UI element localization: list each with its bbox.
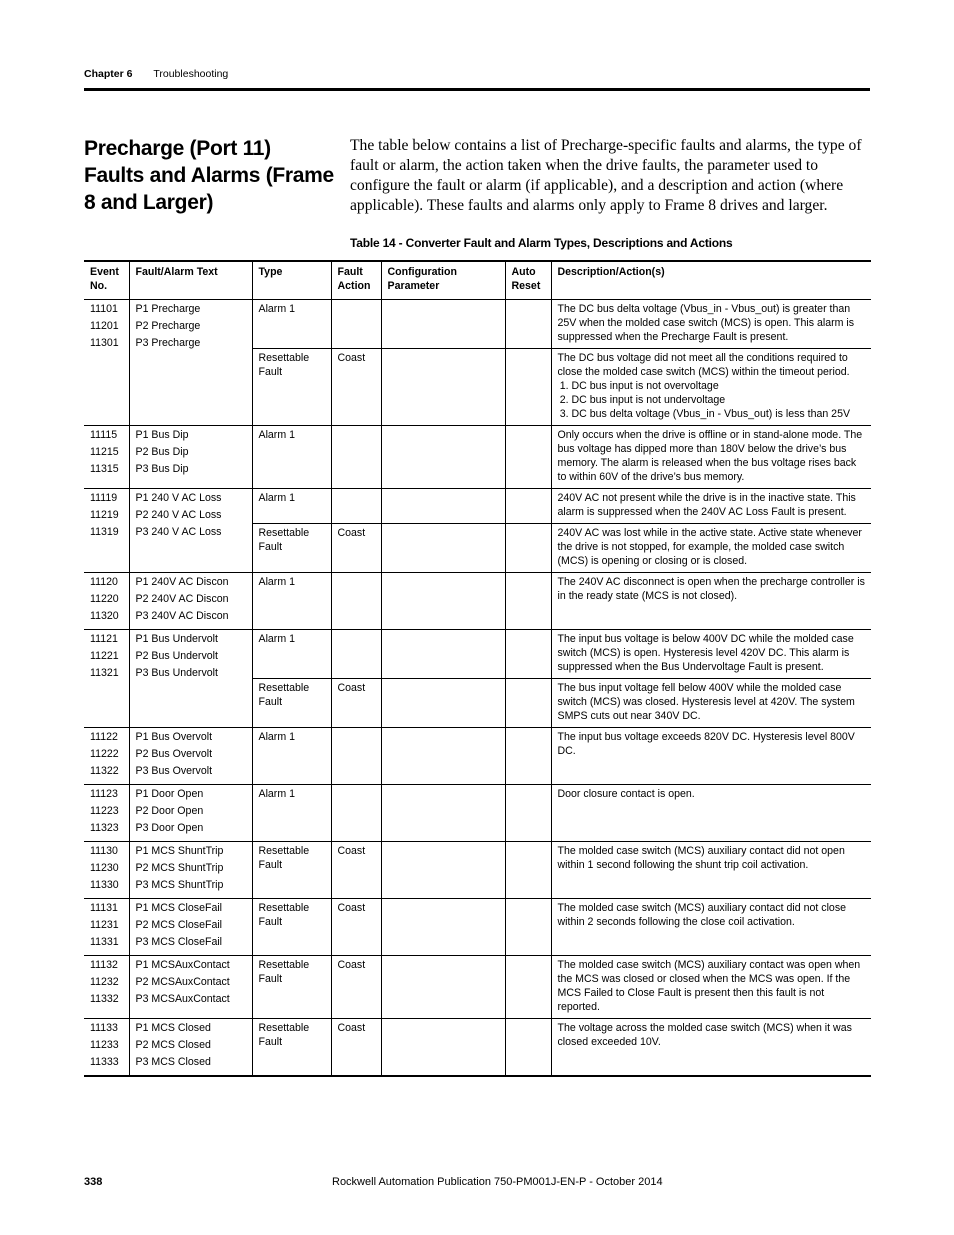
col-header-description: Description/Action(s) — [551, 261, 871, 300]
fault-alarm-text: P1 Bus Dip — [135, 429, 189, 441]
description-cell — [551, 630, 871, 679]
fault-alarm-text: P3 Bus Dip — [135, 463, 189, 475]
type-cell: Alarm 1 — [252, 489, 331, 524]
description-cell — [551, 679, 871, 728]
fault-action-cell: Coast — [331, 956, 381, 1019]
fault-alarm-text: P1 MCSAuxContact — [135, 959, 230, 971]
event-number: 11101 — [90, 303, 118, 315]
event-number-cell — [84, 899, 129, 956]
table-row — [84, 842, 871, 899]
fault-action-cell — [331, 728, 381, 785]
config-parameter-cell — [381, 728, 505, 785]
event-number: 11230 — [90, 862, 119, 874]
description-text: The voltage across the molded case switch (MCS) when it was closed exceeded 10V. — [557, 1022, 852, 1048]
event-number: 11133 — [90, 1022, 118, 1034]
fault-alarm-text: P2 Bus Undervolt — [135, 650, 218, 662]
event-number: 11331 — [90, 936, 119, 948]
table-row — [84, 426, 871, 489]
event-number: 11231 — [90, 919, 119, 931]
fault-alarm-text: P3 MCSAuxContact — [135, 993, 230, 1005]
fault-alarm-text: P1 Door Open — [135, 788, 204, 800]
fault-alarm-text: P1 240V AC Discon — [135, 576, 229, 588]
event-number-cell — [84, 956, 129, 1019]
fault-alarm-text: P3 Bus Overvolt — [135, 765, 213, 777]
event-number: 11220 — [90, 593, 119, 605]
description-text: 240V AC was lost while in the active state. Active state whenever the drive is not stopped, for example, the molded case switch (MCS) is opening or closing or is closed. — [557, 527, 862, 567]
auto-reset-cell — [505, 524, 551, 573]
fault-alarm-text: P2 MCSAuxContact — [135, 976, 230, 988]
description-cell — [551, 524, 871, 573]
col-header-auto-reset: Auto Reset — [505, 261, 551, 300]
event-number-cell — [84, 426, 129, 489]
description-cell — [551, 899, 871, 956]
config-parameter-cell — [381, 956, 505, 1019]
type-cell: Alarm 1 — [252, 300, 331, 349]
fault-alarm-text: P2 Precharge — [135, 320, 201, 332]
description-text: The molded case switch (MCS) auxiliary contact did not close within 2 seconds following the close coil activation. — [557, 902, 847, 928]
config-parameter-cell — [381, 630, 505, 679]
auto-reset-cell — [505, 728, 551, 785]
description-cell — [551, 573, 871, 630]
description-text: Door closure contact is open. — [557, 788, 695, 800]
auto-reset-cell — [505, 630, 551, 679]
fault-alarm-text: P1 MCS CloseFail — [135, 902, 223, 914]
fault-alarm-text-cell — [129, 426, 252, 489]
event-number: 11223 — [90, 805, 119, 817]
page-number: 338 — [84, 1176, 103, 1188]
event-number: 11232 — [90, 976, 119, 988]
header-rule — [84, 88, 870, 91]
event-number-cell — [84, 842, 129, 899]
fault-action-cell — [331, 573, 381, 630]
auto-reset-cell — [505, 1019, 551, 1077]
fault-alarm-text: P3 Bus Undervolt — [135, 667, 218, 679]
table-caption: Table 14 - Converter Fault and Alarm Types, Descriptions and Actions — [350, 236, 733, 250]
event-number-cell — [84, 728, 129, 785]
config-parameter-cell — [381, 573, 505, 630]
table-row — [84, 728, 871, 785]
table-row — [84, 785, 871, 842]
chapter-label: Chapter 6 — [84, 68, 133, 80]
event-number-cell — [84, 1019, 129, 1077]
event-number: 11323 — [90, 822, 119, 834]
col-header-fault-action: Fault Action — [331, 261, 381, 300]
config-parameter-cell — [381, 899, 505, 956]
event-number: 11332 — [90, 993, 119, 1005]
fault-alarm-text: P2 240 V AC Loss — [135, 509, 222, 521]
event-number: 11330 — [90, 879, 119, 891]
fault-alarm-text-cell — [129, 956, 252, 1019]
type-cell: Alarm 1 — [252, 785, 331, 842]
event-number: 11131 — [90, 902, 118, 914]
description-cell — [551, 300, 871, 349]
table-header-row — [84, 261, 871, 300]
fault-alarm-text: P1 MCS ShuntTrip — [135, 845, 224, 857]
event-number: 11315 — [90, 463, 119, 475]
running-header — [84, 68, 228, 80]
event-number: 11115 — [90, 429, 118, 441]
fault-alarm-text-cell — [129, 630, 252, 728]
config-parameter-cell — [381, 426, 505, 489]
fault-alarm-text: P2 MCS ShuntTrip — [135, 862, 224, 874]
event-number: 11119 — [90, 492, 118, 504]
description-cell — [551, 1019, 871, 1077]
event-number: 11321 — [90, 667, 119, 679]
auto-reset-cell — [505, 426, 551, 489]
event-number-cell — [84, 630, 129, 728]
description-text: The DC bus voltage did not meet all the conditions required to close the molded case switch (MCS) within the timeout period. — [557, 352, 850, 378]
fault-alarm-text: P3 MCS ShuntTrip — [135, 879, 224, 891]
event-number-cell — [84, 489, 129, 573]
table-row — [84, 899, 871, 956]
fault-alarm-text-cell — [129, 300, 252, 426]
description-list-item: 3. DC bus delta voltage (Vbus_in - Vbus_out) is less than 25V — [572, 407, 868, 421]
config-parameter-cell — [381, 842, 505, 899]
fault-action-cell: Coast — [331, 679, 381, 728]
type-cell: Resettable Fault — [252, 842, 331, 899]
fault-alarm-text-cell — [129, 573, 252, 630]
fault-alarm-text: P3 Precharge — [135, 337, 201, 349]
event-number: 11333 — [90, 1056, 119, 1068]
fault-action-cell: Coast — [331, 842, 381, 899]
table-row — [84, 573, 871, 630]
event-number: 11219 — [90, 509, 119, 521]
type-cell: Resettable Fault — [252, 679, 331, 728]
type-cell: Resettable Fault — [252, 524, 331, 573]
section-title: Precharge (Port 11) Faults and Alarms (Frame 8 and Larger) — [84, 137, 334, 214]
publication-info: Rockwell Automation Publication 750-PM001J-EN-P - October 2014 — [332, 1176, 663, 1188]
config-parameter-cell — [381, 300, 505, 349]
col-header-type: Type — [252, 261, 331, 300]
auto-reset-cell — [505, 489, 551, 524]
type-cell: Alarm 1 — [252, 426, 331, 489]
table-row — [84, 630, 871, 679]
description-text: The 240V AC disconnect is open when the precharge controller is in the ready state (MCS is not closed). — [557, 576, 865, 602]
fault-alarm-text: P3 MCS CloseFail — [135, 936, 223, 948]
auto-reset-cell — [505, 300, 551, 349]
config-parameter-cell — [381, 679, 505, 728]
event-number: 11301 — [90, 337, 119, 349]
fault-alarm-text: P3 240 V AC Loss — [135, 526, 222, 538]
description-text: The input bus voltage is below 400V DC while the molded case switch (MCS) is open. Hysteresis level 420V DC. This alarm is suppressed when the Bus Undervoltage Fault is present. — [557, 633, 854, 673]
faults-table — [84, 260, 871, 1077]
fault-action-cell — [331, 489, 381, 524]
fault-action-cell — [331, 630, 381, 679]
fault-alarm-text: P2 Door Open — [135, 805, 204, 817]
fault-action-cell: Coast — [331, 899, 381, 956]
type-cell: Resettable Fault — [252, 956, 331, 1019]
event-number: 11120 — [90, 576, 118, 588]
fault-action-cell: Coast — [331, 349, 381, 426]
auto-reset-cell — [505, 679, 551, 728]
description-cell — [551, 489, 871, 524]
event-number: 11201 — [90, 320, 119, 332]
fault-alarm-text: P1 Bus Undervolt — [135, 633, 218, 645]
type-cell: Resettable Fault — [252, 1019, 331, 1077]
auto-reset-cell — [505, 956, 551, 1019]
description-cell — [551, 728, 871, 785]
event-number-cell — [84, 785, 129, 842]
fault-alarm-text: P1 Precharge — [135, 303, 201, 315]
event-number-cell — [84, 300, 129, 426]
description-cell — [551, 785, 871, 842]
event-number: 11233 — [90, 1039, 119, 1051]
type-cell: Resettable Fault — [252, 899, 331, 956]
col-header-fault-alarm-text: Fault/Alarm Text — [129, 261, 252, 300]
description-cell — [551, 842, 871, 899]
description-list-item: 1. DC bus input is not overvoltage — [572, 379, 868, 393]
table-row — [84, 1019, 871, 1077]
fault-alarm-text: P2 MCS CloseFail — [135, 919, 223, 931]
fault-alarm-text: P3 Door Open — [135, 822, 204, 834]
type-cell: Alarm 1 — [252, 630, 331, 679]
event-number: 11322 — [90, 765, 119, 777]
fault-alarm-text: P2 MCS Closed — [135, 1039, 211, 1051]
event-number: 11123 — [90, 788, 118, 800]
fault-alarm-text-cell — [129, 728, 252, 785]
event-number: 11122 — [90, 731, 118, 743]
description-text: Only occurs when the drive is offline or in stand-alone mode. The bus voltage has dipped more than 180V below the drive’s bus memory. The alarm is released when the bus voltage rises back to within 60V of the drive’s bus memory. — [557, 429, 863, 483]
event-number: 11121 — [90, 633, 118, 645]
fault-alarm-text-cell — [129, 785, 252, 842]
event-number: 11221 — [90, 650, 119, 662]
fault-alarm-text: P3 MCS Closed — [135, 1056, 211, 1068]
description-cell — [551, 349, 871, 426]
col-header-config-parameter: Configuration Parameter — [381, 261, 505, 300]
config-parameter-cell — [381, 785, 505, 842]
fault-action-cell: Coast — [331, 1019, 381, 1077]
description-list — [558, 379, 868, 421]
event-number-cell — [84, 573, 129, 630]
table-row — [84, 300, 871, 349]
auto-reset-cell — [505, 573, 551, 630]
fault-alarm-text-cell — [129, 1019, 252, 1077]
config-parameter-cell — [381, 489, 505, 524]
intro-paragraph: The table below contains a list of Precharge-specific faults and alarms, the type of fault or alarm, the action taken when the drive faults, the parameter used to configure the fault or alarm (if applicable), and a description and action (where applicable). These faults and alarms only apply to Frame 8 drives and larger. — [350, 137, 862, 214]
config-parameter-cell — [381, 524, 505, 573]
fault-alarm-text: P1 240 V AC Loss — [135, 492, 222, 504]
description-text: The molded case switch (MCS) auxiliary contact did not open within 1 second following the shunt trip coil activation. — [557, 845, 845, 871]
fault-action-cell — [331, 300, 381, 349]
description-text: The input bus voltage exceeds 820V DC. Hysteresis level 800V DC. — [557, 731, 855, 757]
table-row — [84, 956, 871, 1019]
auto-reset-cell — [505, 785, 551, 842]
fault-alarm-text: P1 Bus Overvolt — [135, 731, 213, 743]
fault-action-cell — [331, 426, 381, 489]
event-number: 11222 — [90, 748, 119, 760]
fault-action-cell — [331, 785, 381, 842]
fault-alarm-text: P2 Bus Dip — [135, 446, 189, 458]
fault-alarm-text: P3 240V AC Discon — [135, 610, 229, 622]
fault-alarm-text: P2 Bus Overvolt — [135, 748, 213, 760]
auto-reset-cell — [505, 899, 551, 956]
event-number: 11130 — [90, 845, 118, 857]
section-label: Troubleshooting — [153, 68, 229, 80]
auto-reset-cell — [505, 349, 551, 426]
event-number: 11320 — [90, 610, 119, 622]
type-cell: Resettable Fault — [252, 349, 331, 426]
fault-action-cell: Coast — [331, 524, 381, 573]
description-text: The molded case switch (MCS) auxiliary contact was open when the MCS was closed or closed when the MCS was open. If the MCS Failed to Close Fault is present then this fault is not reported. — [557, 959, 861, 1013]
description-cell — [551, 426, 871, 489]
fault-alarm-text-cell — [129, 489, 252, 573]
config-parameter-cell — [381, 1019, 505, 1077]
col-header-event-no: Event No. — [84, 261, 129, 300]
config-parameter-cell — [381, 349, 505, 426]
type-cell: Alarm 1 — [252, 728, 331, 785]
description-list-item: 2. DC bus input is not undervoltage — [572, 393, 868, 407]
description-cell — [551, 956, 871, 1019]
fault-alarm-text-cell — [129, 842, 252, 899]
table-row — [84, 489, 871, 524]
fault-alarm-text: P2 240V AC Discon — [135, 593, 229, 605]
description-text: The bus input voltage fell below 400V while the molded case switch (MCS) was closed. Hysteresis level at 420V. The system SMPS cuts out near 340V DC. — [557, 682, 855, 722]
event-number: 11319 — [90, 526, 119, 538]
auto-reset-cell — [505, 842, 551, 899]
fault-alarm-text-cell — [129, 899, 252, 956]
description-text: The DC bus delta voltage (Vbus_in - Vbus_out) is greater than 25V when the molded case switch (MCS) is open. This alarm is suppressed when the Precharge Fault is present. — [557, 303, 855, 343]
description-text: 240V AC not present while the drive is in the inactive state. This alarm is suppressed when the 240V AC Loss Fault is present. — [557, 492, 856, 518]
event-number: 11132 — [90, 959, 118, 971]
fault-alarm-text: P1 MCS Closed — [135, 1022, 211, 1034]
type-cell: Alarm 1 — [252, 573, 331, 630]
event-number: 11215 — [90, 446, 119, 458]
